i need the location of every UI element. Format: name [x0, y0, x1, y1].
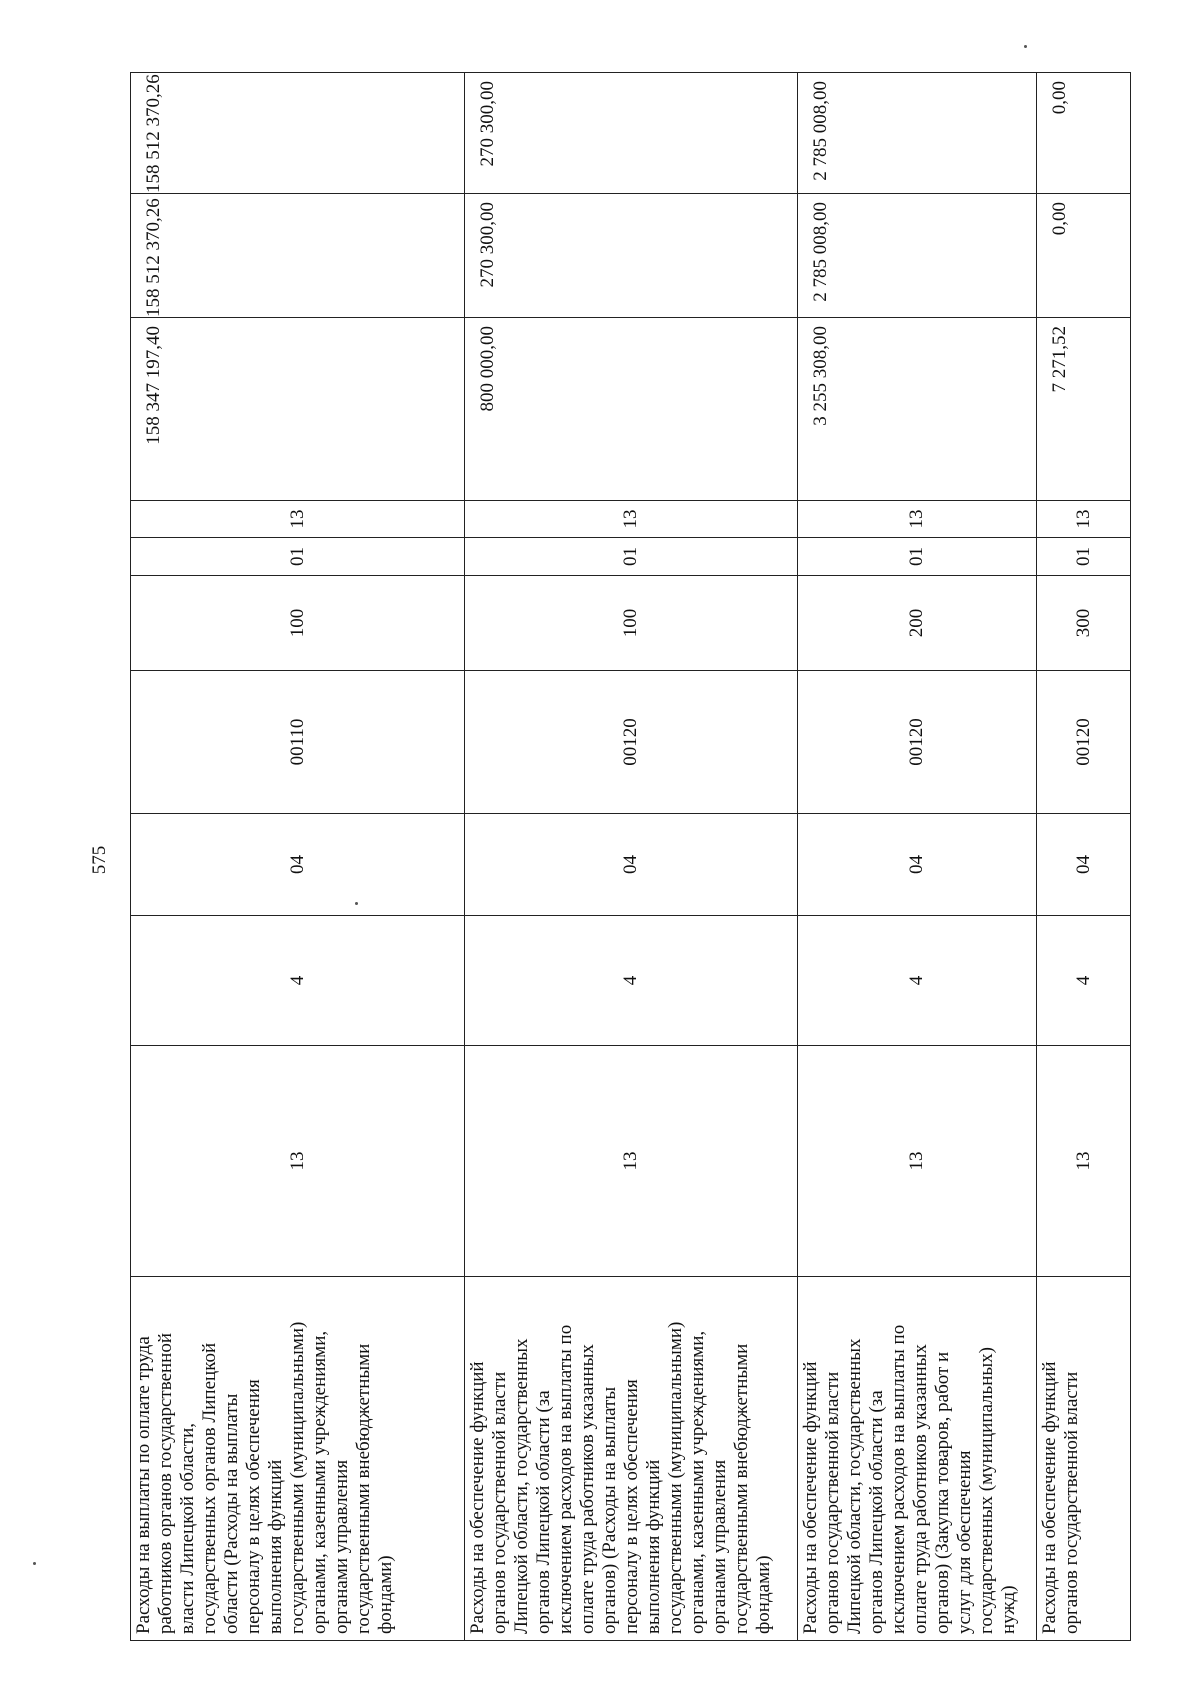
amount-cell: 158 512 370,26 — [131, 72, 464, 194]
code-cell: 100 — [131, 576, 464, 671]
code-cell: 13 — [1037, 501, 1130, 538]
code-cell: 00120 — [1037, 671, 1130, 814]
code-cell: 00120 — [465, 671, 797, 814]
code-cell: 00120 — [798, 671, 1036, 814]
code-cell: 01 — [798, 538, 1036, 576]
code-cell: 13 — [465, 501, 797, 538]
row-description: Расходы на обеспечение функций органов государственной власти Липецкой области, государственных органов Липецкой области (за исключением расходов на выплаты по оплате труда работников указанных органов) (Расходы на выплаты персоналу в целях обеспечения выполнения функций государственными (муниципальными) органами, казенными учреждениями, органами управления государственными внебюджетными фондами) — [465, 1277, 797, 1641]
budget-table-sheet — [130, 72, 1131, 1641]
code-cell: 13 — [131, 501, 464, 538]
code-cell: 13 — [131, 1046, 464, 1277]
scan-speck — [355, 902, 358, 905]
table-row — [130, 72, 464, 1641]
code-cell: 01 — [465, 538, 797, 576]
code-cell: 4 — [131, 916, 464, 1046]
code-cell: 4 — [1037, 916, 1130, 1046]
amount-cell: 270 300,00 — [465, 194, 797, 318]
table-row — [797, 72, 1036, 1641]
code-cell: 100 — [465, 576, 797, 671]
table-row — [464, 72, 797, 1641]
budget-table — [130, 72, 1131, 1641]
code-cell: 13 — [465, 1046, 797, 1277]
amount-cell: 2 785 008,00 — [798, 72, 1036, 194]
code-cell: 04 — [798, 814, 1036, 916]
page-number: 575 — [89, 845, 110, 875]
amount-cell: 158 512 370,26 — [131, 194, 464, 318]
amount-cell: 800 000,00 — [465, 318, 797, 501]
code-cell: 200 — [798, 576, 1036, 671]
code-cell: 13 — [798, 1046, 1036, 1277]
amount-cell: 3 255 308,00 — [798, 318, 1036, 501]
row-description: Расходы на выплаты по оплате труда работников органов государственной власти Липецкой области, государственных органов Липецкой области (Расходы на выплаты персоналу в целях обеспечения выполнения функций государственными (муниципальными) органами, казенными учреждениями, органами управления государственными внебюджетными фондами) — [131, 1277, 464, 1641]
code-cell: 13 — [1037, 1046, 1130, 1277]
amount-cell: 158 347 197,40 — [131, 318, 464, 501]
amount-cell: 0,00 — [1037, 194, 1130, 318]
code-cell: 01 — [1037, 538, 1130, 576]
table-row — [1036, 72, 1131, 1641]
code-cell: 300 — [1037, 576, 1130, 671]
code-cell: 13 — [798, 501, 1036, 538]
amount-cell: 7 271,52 — [1037, 318, 1130, 501]
amount-cell: 0,00 — [1037, 72, 1130, 194]
scan-speck — [1024, 45, 1027, 48]
code-cell: 04 — [131, 814, 464, 916]
code-cell: 4 — [798, 916, 1036, 1046]
row-description: Расходы на обеспечение функций органов государственной власти — [1037, 1277, 1130, 1641]
code-cell: 00110 — [131, 671, 464, 814]
amount-cell: 2 785 008,00 — [798, 194, 1036, 318]
scan-speck — [33, 1562, 36, 1565]
row-description: Расходы на обеспечение функций органов государственной власти Липецкой области, государственных органов Липецкой области (за исключением расходов на выплаты по оплате труда работников указанных органов) (Закупка товаров, работ и услуг для обеспечения государственных (муниципальных) нужд) — [798, 1277, 1036, 1641]
code-cell: 04 — [1037, 814, 1130, 916]
code-cell: 04 — [465, 814, 797, 916]
amount-cell: 270 300,00 — [465, 72, 797, 194]
code-cell: 4 — [465, 916, 797, 1046]
code-cell: 01 — [131, 538, 464, 576]
